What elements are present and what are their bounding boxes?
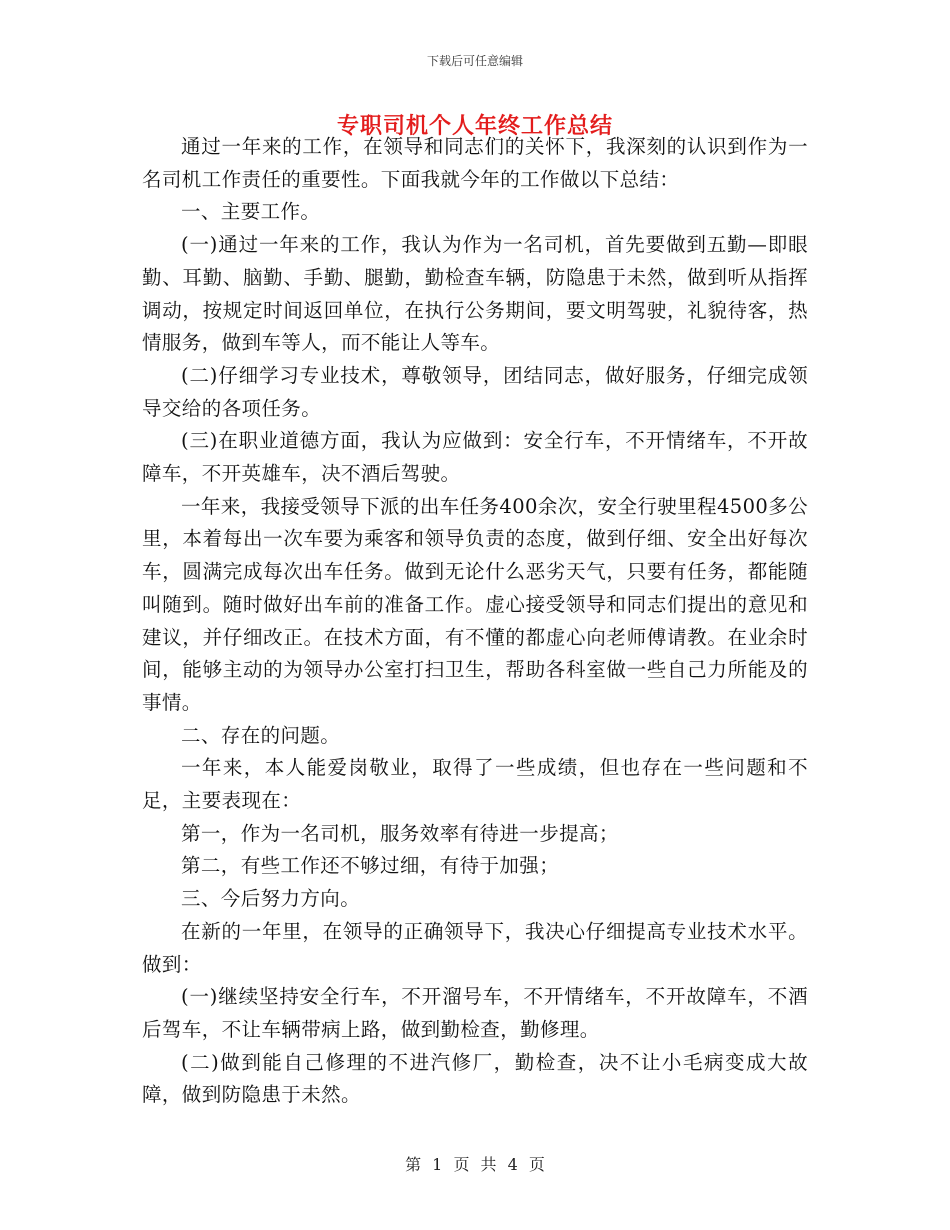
page-header-note: 下载后可任意编辑 bbox=[426, 54, 523, 68]
page-number-footer: 第 1 页 共 4 页 bbox=[405, 1155, 545, 1174]
section-heading-main-work: 一、主要工作。 bbox=[181, 200, 321, 224]
paragraph-problem-first: 第一，作为一名司机，服务效率有待进一步提高； bbox=[181, 821, 619, 845]
paragraph-future-safe-driving: (一)继续坚持安全行车，不开溜号车，不开情绪车，不开故障车，不酒后驾车，不让车辆带病上路，做到勤检查，勤修理。 bbox=[142, 985, 808, 1041]
paragraph-problem-second: 第二，有些工作还不够过细，有待于加强； bbox=[181, 854, 560, 878]
section-heading-future: 三、今后努力方向。 bbox=[181, 887, 361, 911]
section-heading-problems: 二、存在的问题。 bbox=[181, 723, 341, 747]
document-body bbox=[142, 131, 808, 1112]
paragraph-problems-intro: 一年来，本人能爱岗敬业，取得了一些成绩，但也存在一些问题和不足，主要表现在： bbox=[142, 756, 808, 813]
paragraph-year-summary: 一年来，我接受领导下派的出车任务400余次，安全行驶里程4500多公里，本着每出一次车要为乘客和领导负责的态度，做到仔细、安全出好每次车，圆满完成每次出车任务。做到无论什么恶劣天气，只要有任务，都能随叫随到。随时做好出车前的准备工作。虚心接受领导和同志们提出的意见和建议，并仔细改正。在技术方面，有不懂的都虚心向老师傅请教。在业余时间，能够主动的为领导办公室打扫卫生，帮助各科室做一些自己力所能及的事情。 bbox=[142, 494, 808, 714]
document-title: 专职司机个人年终工作总结 bbox=[336, 113, 613, 139]
paragraph-intro: 通过一年来的工作，在领导和同志们的关怀下，我深刻的认识到作为一名司机工作责任的重要性。下面我就今年的工作做以下总结： bbox=[142, 135, 808, 191]
paragraph-five-diligences: (一)通过一年来的工作，我认为作为一名司机，首先要做到五勤—即眼勤、耳勤、脑勤、手勤、腿勤，勤检查车辆，防隐患于未然，做到听从指挥调动，按规定时间返回单位，在执行公务期间，要文明驾驶，礼貌待客，热情服务，做到车等人，而不能让人等车。 bbox=[142, 233, 808, 355]
paragraph-professional-ethics: (三)在职业道德方面，我认为应做到：安全行车，不开情绪车，不开故障车，不开英雄车，决不酒后驾驶。 bbox=[142, 429, 808, 486]
paragraph-future-self-repair: (二)做到能自己修理的不进汽修厂，勤检查，决不让小毛病变成大故障，做到防隐患于未然。 bbox=[142, 1050, 808, 1107]
paragraph-study-skills: (二)仔细学习专业技术，尊敬领导，团结同志，做好服务，仔细完成领导交给的各项任务。 bbox=[142, 363, 808, 420]
paragraph-future-intro: 在新的一年里，在领导的正确领导下，我决心仔细提高专业技术水平。做到： bbox=[142, 919, 808, 976]
